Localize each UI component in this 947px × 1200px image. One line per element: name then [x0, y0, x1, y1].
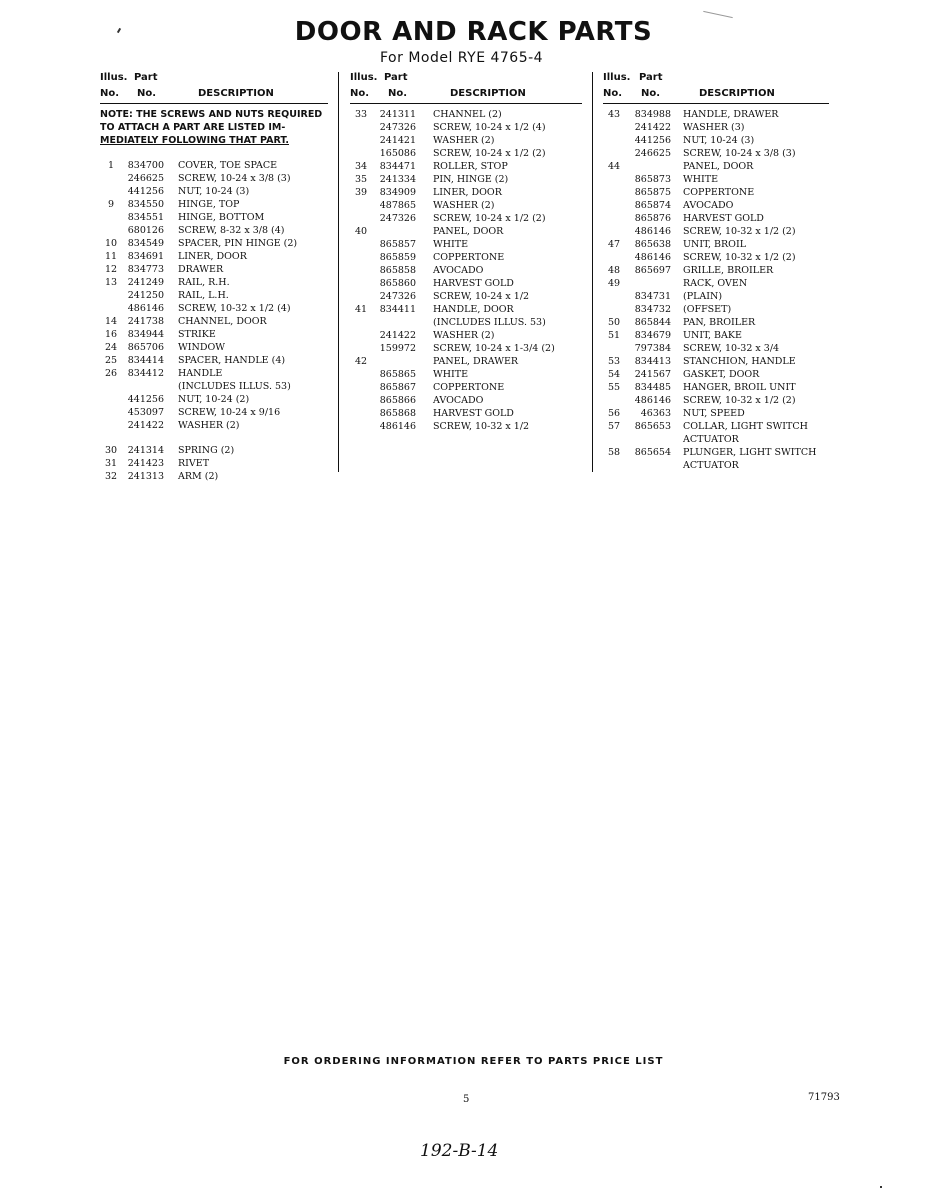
- parts-row: [100, 444, 332, 457]
- parts-row: [350, 342, 582, 355]
- parts-row: [603, 433, 835, 446]
- part-description: SCREW, 10-24 x 1/2 (2): [433, 148, 546, 159]
- illus-number: 48: [607, 265, 621, 276]
- part-description: SCREW, 10-24 x 1/2 (4): [433, 122, 546, 133]
- model-subtitle: For Model RYE 4765-4: [380, 50, 544, 66]
- part-description: HANDLE, DRAWER: [683, 109, 779, 120]
- illus-number: 13: [104, 277, 118, 288]
- parts-column-2: [350, 72, 582, 433]
- parts-row: [603, 173, 835, 186]
- part-description: PANEL, DOOR: [683, 161, 754, 172]
- part-description: LINER, DOOR: [178, 251, 247, 262]
- parts-row: [100, 367, 332, 380]
- part-number: 247326: [379, 291, 416, 302]
- part-description: AVOCADO: [433, 265, 484, 276]
- part-number: 865876: [634, 213, 671, 224]
- parts-row: [350, 134, 582, 147]
- part-number: 246625: [127, 173, 164, 184]
- illus-number: 40: [354, 226, 368, 237]
- part-number: 834988: [634, 109, 671, 120]
- column-divider: [592, 72, 593, 472]
- header-rule: [100, 103, 328, 104]
- part-number: 865867: [379, 382, 416, 393]
- parts-row: [100, 341, 332, 354]
- parts-row: [350, 251, 582, 264]
- part-number: 247326: [379, 213, 416, 224]
- part-description: WASHER (2): [433, 200, 495, 211]
- parts-row: [350, 381, 582, 394]
- illus-number: 47: [607, 239, 621, 250]
- part-number: 159972: [379, 343, 416, 354]
- parts-row: [350, 199, 582, 212]
- parts-row: [603, 186, 835, 199]
- illus-number: 55: [607, 382, 621, 393]
- part-number: 865868: [379, 408, 416, 419]
- parts-row: [350, 173, 582, 186]
- part-description: SPACER, HANDLE (4): [178, 355, 286, 366]
- illus-number: 10: [104, 238, 118, 249]
- header-rule: [350, 103, 582, 104]
- part-number: 834732: [634, 304, 671, 315]
- note-line: NOTE: THE SCREWS AND NUTS REQUIRED: [100, 109, 323, 120]
- part-number: 834551: [127, 212, 164, 223]
- part-description: ARM (2): [178, 471, 219, 482]
- parts-row: [603, 329, 835, 342]
- part-number: 865697: [634, 265, 671, 276]
- part-description: PANEL, DOOR: [433, 226, 504, 237]
- part-description: WHITE: [433, 369, 469, 380]
- page-number: 5: [463, 1094, 470, 1105]
- parts-row: [350, 186, 582, 199]
- parts-row: [100, 328, 332, 341]
- part-description: SCREW, 10-24 x 1/2: [433, 291, 530, 302]
- part-number: 834700: [127, 160, 164, 171]
- header-part-no: No.: [137, 88, 157, 99]
- part-number: 865874: [634, 200, 671, 211]
- parts-row: [350, 147, 582, 160]
- illus-number: 30: [104, 445, 118, 456]
- part-number: 441256: [127, 394, 164, 405]
- parts-row: [100, 263, 332, 276]
- part-description: NUT, 10-24 (3): [683, 135, 755, 146]
- parts-row: [100, 315, 332, 328]
- part-number: 865653: [634, 421, 671, 432]
- part-number: 834485: [634, 382, 671, 393]
- part-description: SPACER, PIN HINGE (2): [178, 238, 298, 249]
- illus-number: 56: [607, 408, 621, 419]
- part-description: HINGE, BOTTOM: [178, 212, 265, 223]
- part-description: WHITE: [433, 239, 469, 250]
- illus-number: 11: [104, 251, 118, 262]
- part-number: 834550: [127, 199, 164, 210]
- part-description: SCREW, 10-24 x 3/8 (3): [178, 173, 291, 184]
- part-description: NUT, 10-24 (2): [178, 394, 250, 405]
- parts-row: [603, 316, 835, 329]
- part-description: SCREW, 10-32 x 1/2 (4): [178, 303, 291, 314]
- scan-speck: [880, 1186, 882, 1188]
- part-description: PLUNGER, LIGHT SWITCH: [683, 447, 817, 458]
- parts-row: [603, 160, 835, 173]
- part-description: ACTUATOR: [683, 460, 739, 471]
- part-description: WASHER (2): [433, 330, 495, 341]
- parts-row: [603, 290, 835, 303]
- illus-number: 41: [354, 304, 368, 315]
- part-number: 241738: [127, 316, 164, 327]
- illus-number: 50: [607, 317, 621, 328]
- parts-row: [603, 134, 835, 147]
- parts-row: [100, 276, 332, 289]
- header-part-no: No.: [641, 88, 661, 99]
- part-description: CHANNEL (2): [433, 109, 502, 120]
- column-header: [100, 72, 332, 106]
- parts-row: [100, 250, 332, 263]
- parts-row: [603, 407, 835, 420]
- parts-row: [350, 420, 582, 433]
- part-number: 865706: [127, 342, 164, 353]
- part-description: COVER, TOE SPACE: [178, 160, 278, 171]
- part-number: 441256: [634, 135, 671, 146]
- handwritten-note: 192-B-14: [420, 1141, 499, 1161]
- part-number: 486146: [634, 252, 671, 263]
- note-line: TO ATTACH A PART ARE LISTED IM-: [100, 122, 286, 133]
- part-number: 247326: [379, 122, 416, 133]
- parts-row: [603, 459, 835, 472]
- parts-row: [603, 446, 835, 459]
- part-description: HANDLE: [178, 368, 223, 379]
- illus-number: 44: [607, 161, 621, 172]
- parts-row: [603, 277, 835, 290]
- illus-number: 49: [607, 278, 621, 289]
- part-number: 865866: [379, 395, 416, 406]
- illus-number: 54: [607, 369, 621, 380]
- part-number: 241423: [127, 458, 164, 469]
- part-description: NUT, SPEED: [683, 408, 745, 419]
- part-description: PAN, BROILER: [683, 317, 756, 328]
- column-header: [603, 72, 835, 106]
- parts-row: [603, 251, 835, 264]
- part-description: (OFFSET): [683, 304, 732, 315]
- part-number: 865858: [379, 265, 416, 276]
- parts-row: [350, 108, 582, 121]
- part-number: 241422: [634, 122, 671, 133]
- part-description: SCREW, 10-32 x 3/4: [683, 343, 780, 354]
- parts-list: [603, 108, 835, 472]
- part-number: 865865: [379, 369, 416, 380]
- parts-list: [100, 159, 332, 483]
- parts-row: [100, 457, 332, 470]
- part-number: 834414: [127, 355, 164, 366]
- parts-row: [100, 470, 332, 483]
- illus-number: 32: [104, 471, 118, 482]
- part-number: 453097: [127, 407, 164, 418]
- part-number: 46363: [640, 408, 671, 419]
- part-description: (INCLUDES ILLUS. 53): [433, 317, 546, 328]
- part-number: 486146: [127, 303, 164, 314]
- header-part-no: No.: [388, 88, 408, 99]
- illus-number: 12: [104, 264, 118, 275]
- part-description: HINGE, TOP: [178, 199, 240, 210]
- part-description: HARVEST GOLD: [433, 408, 514, 419]
- part-number: 865857: [379, 239, 416, 250]
- parts-row: [603, 238, 835, 251]
- parts-row: [603, 303, 835, 316]
- parts-row: [350, 407, 582, 420]
- part-description: SCREW, 10-32 x 1/2 (2): [683, 395, 796, 406]
- part-description: LINER, DOOR: [433, 187, 502, 198]
- part-number: 680126: [127, 225, 164, 236]
- illus-number: 58: [607, 447, 621, 458]
- header-rule: [603, 103, 829, 104]
- part-description: ROLLER, STOP: [433, 161, 508, 172]
- part-description: RACK, OVEN: [683, 278, 748, 289]
- parts-row: [603, 121, 835, 134]
- part-description: CHANNEL, DOOR: [178, 316, 267, 327]
- illus-number: 35: [354, 174, 368, 185]
- parts-row: [100, 406, 332, 419]
- part-number: 865859: [379, 252, 416, 263]
- ordering-footer: FOR ORDERING INFORMATION REFER TO PARTS PRICE LIST: [283, 1056, 664, 1067]
- part-number: 241313: [127, 471, 164, 482]
- part-number: 441256: [127, 186, 164, 197]
- parts-row: [603, 264, 835, 277]
- parts-row: [350, 303, 582, 316]
- header-illus-no: No.: [350, 88, 370, 99]
- header-description: DESCRIPTION: [450, 88, 526, 99]
- part-description: SCREW, 10-32 x 1/2 (2): [683, 226, 796, 237]
- part-description: SCREW, 10-32 x 1/2 (2): [683, 252, 796, 263]
- parts-row: [350, 238, 582, 251]
- part-description: HANDLE, DOOR: [433, 304, 514, 315]
- parts-column-3: [603, 72, 835, 472]
- parts-row: [603, 199, 835, 212]
- part-description: ACTUATOR: [683, 434, 739, 445]
- header-illus-no: No.: [100, 88, 120, 99]
- illus-number: 14: [104, 316, 118, 327]
- part-number: 865860: [379, 278, 416, 289]
- part-description: RAIL, R.H.: [178, 277, 230, 288]
- part-description: WINDOW: [178, 342, 225, 353]
- parts-row: [100, 224, 332, 237]
- part-description: (INCLUDES ILLUS. 53): [178, 381, 291, 392]
- part-number: 865638: [634, 239, 671, 250]
- part-description: COPPERTONE: [433, 382, 505, 393]
- part-number: 865654: [634, 447, 671, 458]
- part-description: SCREW, 10-24 x 3/8 (3): [683, 148, 796, 159]
- part-number: 797384: [634, 343, 671, 354]
- part-number: 834909: [379, 187, 416, 198]
- part-number: 487865: [379, 200, 416, 211]
- parts-row: [603, 225, 835, 238]
- part-number: 241250: [127, 290, 164, 301]
- parts-row: [603, 381, 835, 394]
- header-description: DESCRIPTION: [699, 88, 775, 99]
- parts-row: [100, 302, 332, 315]
- part-number: 486146: [634, 395, 671, 406]
- part-description: HANGER, BROIL UNIT: [683, 382, 796, 393]
- part-number: 241249: [127, 277, 164, 288]
- part-number: 241421: [379, 135, 416, 146]
- parts-row: [100, 393, 332, 406]
- part-description: UNIT, BAKE: [683, 330, 742, 341]
- illus-number: 57: [607, 421, 621, 432]
- part-number: 834471: [379, 161, 416, 172]
- parts-row: [603, 147, 835, 160]
- parts-row: [100, 172, 332, 185]
- header-part: Part: [384, 72, 408, 83]
- parts-row: [350, 264, 582, 277]
- part-description: PANEL, DRAWER: [433, 356, 519, 367]
- part-description: SCREW, 8-32 x 3/8 (4): [178, 225, 285, 236]
- parts-column-1: [100, 72, 332, 483]
- part-description: STRIKE: [178, 329, 216, 340]
- part-number: 241567: [634, 369, 671, 380]
- part-number: 246625: [634, 148, 671, 159]
- part-description: WASHER (2): [178, 420, 240, 431]
- parts-row: [350, 121, 582, 134]
- part-description: DRAWER: [178, 264, 224, 275]
- parts-row: [603, 108, 835, 121]
- part-description: AVOCADO: [433, 395, 484, 406]
- illus-number: 33: [354, 109, 368, 120]
- part-number: 865875: [634, 187, 671, 198]
- part-description: STANCHION, HANDLE: [683, 356, 796, 367]
- parts-row: [100, 198, 332, 211]
- part-number: 865844: [634, 317, 671, 328]
- part-number: 834944: [127, 329, 164, 340]
- parts-row: [603, 342, 835, 355]
- part-description: COLLAR, LIGHT SWITCH: [683, 421, 808, 432]
- illus-number: 31: [104, 458, 118, 469]
- parts-row: [100, 354, 332, 367]
- illus-number: 34: [354, 161, 368, 172]
- part-description: SCREW, 10-32 x 1/2: [433, 421, 530, 432]
- part-description: HARVEST GOLD: [433, 278, 514, 289]
- part-number: 241314: [127, 445, 164, 456]
- part-description: COPPERTONE: [683, 187, 755, 198]
- part-description: SCREW, 10-24 x 9/16: [178, 407, 281, 418]
- part-number: 834412: [127, 368, 164, 379]
- part-number: 834413: [634, 356, 671, 367]
- header-illus: Illus.: [603, 72, 631, 83]
- part-description: RAIL, L.H.: [178, 290, 229, 301]
- part-description: HARVEST GOLD: [683, 213, 764, 224]
- part-number: 486146: [634, 226, 671, 237]
- part-number: 834731: [634, 291, 671, 302]
- document-code: 71793: [808, 1092, 840, 1103]
- part-number: 834773: [127, 264, 164, 275]
- illus-number: 1: [107, 160, 115, 171]
- parts-row: [350, 394, 582, 407]
- parts-row: [350, 355, 582, 368]
- parts-row: [603, 355, 835, 368]
- header-part: Part: [639, 72, 663, 83]
- parts-row: [100, 185, 332, 198]
- parts-row: [603, 394, 835, 407]
- parts-row: [350, 160, 582, 173]
- page-title: DOOR AND RACK PARTS: [294, 17, 653, 47]
- parts-row: [603, 368, 835, 381]
- illus-number: 25: [104, 355, 118, 366]
- note-line: MEDIATELY FOLLOWING THAT PART.: [100, 135, 289, 146]
- illus-number: 43: [607, 109, 621, 120]
- header-illus: Illus.: [100, 72, 128, 83]
- part-description: SCREW, 10-24 x 1-3/4 (2): [433, 343, 555, 354]
- parts-row: [350, 290, 582, 303]
- illus-number: 39: [354, 187, 368, 198]
- parts-row: [603, 212, 835, 225]
- part-number: 241334: [379, 174, 416, 185]
- part-description: SPRING (2): [178, 445, 235, 456]
- parts-row: [603, 420, 835, 433]
- part-number: 834691: [127, 251, 164, 262]
- part-description: PIN, HINGE (2): [433, 174, 509, 185]
- part-number: 834411: [379, 304, 416, 315]
- parts-row: [100, 211, 332, 224]
- parts-row: [350, 368, 582, 381]
- illus-number: 53: [607, 356, 621, 367]
- header-illus-no: No.: [603, 88, 623, 99]
- header-description: DESCRIPTION: [198, 88, 274, 99]
- illus-number: 26: [104, 368, 118, 379]
- parts-row: [100, 237, 332, 250]
- illus-number: 16: [104, 329, 118, 340]
- part-number: 834679: [634, 330, 671, 341]
- part-number: 165086: [379, 148, 416, 159]
- part-number: 865873: [634, 174, 671, 185]
- part-description: (PLAIN): [683, 291, 723, 302]
- parts-row: [100, 289, 332, 302]
- part-description: GASKET, DOOR: [683, 369, 760, 380]
- part-number: 834549: [127, 238, 164, 249]
- header-illus: Illus.: [350, 72, 378, 83]
- part-number: 241422: [127, 420, 164, 431]
- parts-row: [100, 380, 332, 393]
- illus-number: 42: [354, 356, 368, 367]
- part-description: AVOCADO: [683, 200, 734, 211]
- parts-list: [350, 108, 582, 433]
- part-number: 486146: [379, 421, 416, 432]
- illus-number: 9: [107, 199, 115, 210]
- part-description: COPPERTONE: [433, 252, 505, 263]
- part-number: 241311: [379, 109, 416, 120]
- parts-row: [350, 277, 582, 290]
- note-block: [100, 108, 332, 147]
- illus-number: 24: [104, 342, 118, 353]
- part-description: NUT, 10-24 (3): [178, 186, 250, 197]
- part-description: WHITE: [683, 174, 719, 185]
- parts-row: [350, 329, 582, 342]
- illus-number: 51: [607, 330, 621, 341]
- part-number: 241422: [379, 330, 416, 341]
- parts-row: [100, 159, 332, 172]
- part-description: GRILLE, BROILER: [683, 265, 774, 276]
- part-description: WASHER (2): [433, 135, 495, 146]
- column-header: [350, 72, 582, 106]
- part-description: UNIT, BROIL: [683, 239, 747, 250]
- parts-row: [350, 225, 582, 238]
- header-part: Part: [134, 72, 158, 83]
- parts-row: [100, 419, 332, 432]
- part-description: RIVET: [178, 458, 210, 469]
- parts-row: [350, 316, 582, 329]
- parts-row: [350, 212, 582, 225]
- part-description: SCREW, 10-24 x 1/2 (2): [433, 213, 546, 224]
- part-description: WASHER (3): [683, 122, 745, 133]
- column-divider: [338, 72, 339, 472]
